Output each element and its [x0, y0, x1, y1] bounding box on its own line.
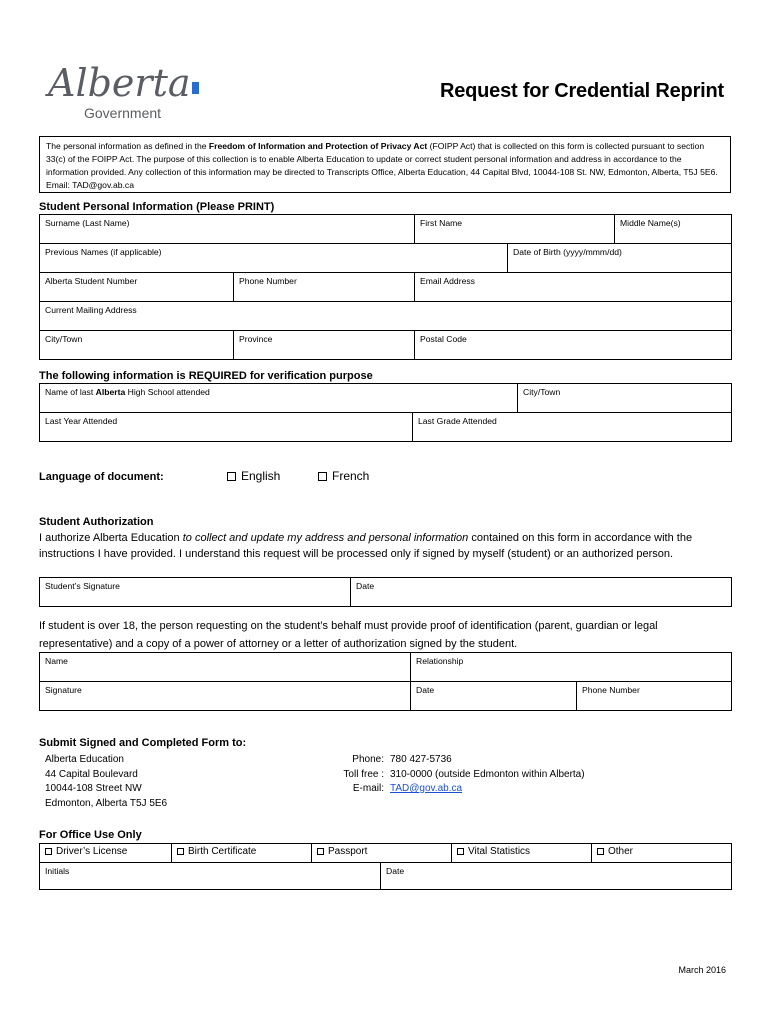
postal-code-label: Postal Code — [420, 334, 467, 344]
contact-block — [322, 753, 585, 797]
last-school-label-pre: Name of last — [45, 387, 96, 397]
authorization-text — [39, 531, 729, 562]
verification-title: The following information is REQUIRED for verification purpose — [39, 370, 373, 382]
city-field[interactable] — [40, 331, 234, 360]
rep-name-label: Name — [45, 656, 68, 666]
office-option-drivers-license[interactable] — [40, 844, 172, 863]
rep-name-field[interactable] — [40, 653, 411, 682]
school-city-label: City/Town — [523, 387, 561, 397]
french-checkbox-box[interactable] — [318, 472, 327, 481]
authorization-text-pre: I authorize Alberta Education — [39, 532, 183, 544]
english-checkbox[interactable] — [227, 469, 280, 483]
office-initials-label: Initials — [45, 866, 70, 876]
office-option-content — [177, 846, 306, 857]
logo-subtitle: Government — [84, 105, 162, 121]
email-address-label: Email Address — [420, 276, 475, 286]
email-address-field[interactable] — [415, 273, 732, 302]
previous-names-label: Previous Names (if applicable) — [45, 247, 162, 257]
authorization-text-post: contained on this form in accordance with the instructions I have provided. I understand this request will be processed only if signed by myself (student) or an authorized person. — [39, 532, 693, 560]
privacy-act-name: Freedom of Information and Protection of Privacy Act — [208, 141, 428, 151]
city-label: City/Town — [45, 334, 83, 344]
first-name-label: First Name — [420, 218, 463, 228]
rep-relationship-label: Relationship — [416, 656, 464, 666]
checkbox-icon[interactable] — [45, 848, 52, 855]
office-use-title: For Office Use Only — [39, 829, 142, 841]
last-year-field[interactable] — [40, 413, 413, 442]
office-option-content — [597, 846, 726, 857]
surname-field[interactable] — [40, 215, 415, 244]
rep-signature-field[interactable] — [40, 682, 411, 711]
date-of-birth-label: Date of Birth (yyyy/mmm/dd) — [513, 247, 622, 257]
middle-names-field[interactable] — [615, 215, 732, 244]
province-field[interactable] — [234, 331, 415, 360]
checkbox-icon[interactable] — [177, 848, 184, 855]
office-option-label: Passport — [328, 846, 368, 857]
authorization-title: Student Authorization — [39, 516, 154, 528]
alberta-government-logo — [44, 56, 214, 126]
address-line: Alberta Education — [45, 754, 124, 765]
french-label: French — [332, 469, 370, 483]
checkbox-icon[interactable] — [597, 848, 604, 855]
address-line: Edmonton, Alberta T5J 5E6 — [45, 797, 168, 809]
last-school-label — [45, 387, 210, 397]
revision-date: March 2016 — [678, 965, 726, 975]
alberta-logo-graphic — [44, 56, 214, 126]
language-label: Language of document: — [39, 471, 164, 483]
rep-phone-field[interactable] — [577, 682, 732, 711]
address-line: 44 Capital Boulevard — [45, 768, 138, 780]
office-use-table — [39, 843, 732, 890]
office-option-label: Other — [608, 846, 634, 857]
office-option-birth-certificate[interactable] — [172, 844, 312, 863]
english-checkbox-box[interactable] — [227, 472, 236, 481]
privacy-text-1: The personal information as defined in the — [46, 141, 209, 151]
rep-signature-label: Signature — [45, 685, 82, 695]
student-signature-table — [39, 577, 732, 607]
tollfree-label: Toll free : — [343, 768, 384, 780]
logo-blue-square — [192, 82, 199, 94]
phone-value: 780 427-5736 — [390, 754, 452, 765]
submit-title: Submit Signed and Completed Form to: — [39, 737, 247, 749]
office-initials-field[interactable] — [40, 863, 381, 890]
tollfree-row — [322, 768, 585, 783]
office-option-content — [45, 846, 166, 857]
postal-code-field[interactable] — [415, 331, 732, 360]
office-option-label: Vital Statistics — [468, 846, 531, 857]
office-date-field[interactable] — [381, 863, 732, 890]
office-option-vital-statistics[interactable] — [452, 844, 592, 863]
office-date-label: Date — [386, 866, 405, 876]
student-signature-field[interactable] — [40, 578, 351, 607]
address-line: 10044-108 Street NW — [45, 783, 142, 794]
rep-phone-label: Phone Number — [582, 685, 640, 695]
privacy-notice — [39, 136, 731, 193]
checkbox-icon[interactable] — [457, 848, 464, 855]
checkbox-icon[interactable] — [317, 848, 324, 855]
verification-table — [39, 383, 732, 442]
mailing-address-block — [45, 753, 167, 811]
province-label: Province — [239, 334, 273, 344]
date-of-birth-field[interactable] — [508, 244, 732, 273]
mailing-address-label: Current Mailing Address — [45, 305, 137, 315]
office-option-content — [317, 846, 446, 857]
rep-relationship-field[interactable] — [411, 653, 732, 682]
office-option-label: Driver’s License — [56, 846, 128, 857]
mailing-address-field[interactable] — [40, 302, 732, 331]
tollfree-value: 310-0000 (outside Edmonton within Alberta) — [390, 768, 585, 780]
last-school-label-bold: Alberta — [95, 387, 126, 397]
school-city-field[interactable] — [518, 384, 732, 413]
last-grade-label: Last Grade Attended — [418, 416, 497, 426]
student-info-title: Student Personal Information (Please PRINT) — [39, 201, 275, 213]
office-option-passport[interactable] — [312, 844, 452, 863]
surname-label: Surname (Last Name) — [45, 218, 130, 228]
first-name-field[interactable] — [415, 215, 615, 244]
student-info-table — [39, 214, 732, 360]
email-link[interactable]: TAD@gov.ab.ca — [390, 783, 463, 794]
representative-notice: If student is over 18, the person requesting on the student’s behalf must provide proof of identification (parent, guardian or legal representative) and a copy of a power of attorney or a letter of authorization signed by the student. — [39, 620, 658, 650]
student-number-field[interactable] — [40, 273, 234, 302]
office-option-content — [457, 846, 586, 857]
student-number-label: Alberta Student Number — [45, 276, 138, 286]
phone-number-field[interactable] — [234, 273, 415, 302]
office-option-other[interactable] — [592, 844, 732, 863]
office-option-label: Birth Certificate — [188, 846, 257, 857]
english-label: English — [241, 469, 281, 483]
rep-date-label: Date — [416, 685, 435, 695]
rep-date-field[interactable] — [411, 682, 577, 711]
logo-wordmark: Alberta — [48, 61, 191, 105]
previous-names-field[interactable] — [40, 244, 508, 273]
representative-table — [39, 652, 732, 711]
phone-number-label: Phone Number — [239, 276, 297, 286]
middle-names-label: Middle Name(s) — [620, 218, 681, 228]
last-year-label: Last Year Attended — [45, 416, 118, 426]
privacy-text-2: (FOIPP Act) that is collected on this form is collected pursuant to section 33(c) of the FOIPP Act. The purpose of this collection is to enable Alberta Education to update or correct student personal information and address in accordance to the information provided. Any collection of this information may be directed to Transcripts Office, Alberta Education, 44 Capital Blvd, 10044-108 St. NW, Edmonton, Alberta, T5J 5E6. Email: TAD@gov.ab.ca — [46, 141, 718, 190]
student-signature-date-label: Date — [356, 581, 375, 591]
phone-row — [322, 753, 585, 768]
authorization-text-italic: to collect and update my address and personal information — [182, 532, 469, 544]
last-school-field[interactable] — [40, 384, 518, 413]
last-grade-field[interactable] — [413, 413, 732, 442]
phone-label: Phone: — [352, 754, 384, 765]
student-signature-label: Student’s Signature — [45, 581, 120, 591]
email-row — [322, 782, 585, 797]
page-title: Request for Credential Reprint — [439, 80, 724, 102]
email-label: E-mail: — [352, 783, 384, 794]
last-school-label-post: High School attended — [125, 387, 210, 397]
student-signature-date-field[interactable] — [351, 578, 732, 607]
french-checkbox[interactable] — [318, 469, 369, 483]
